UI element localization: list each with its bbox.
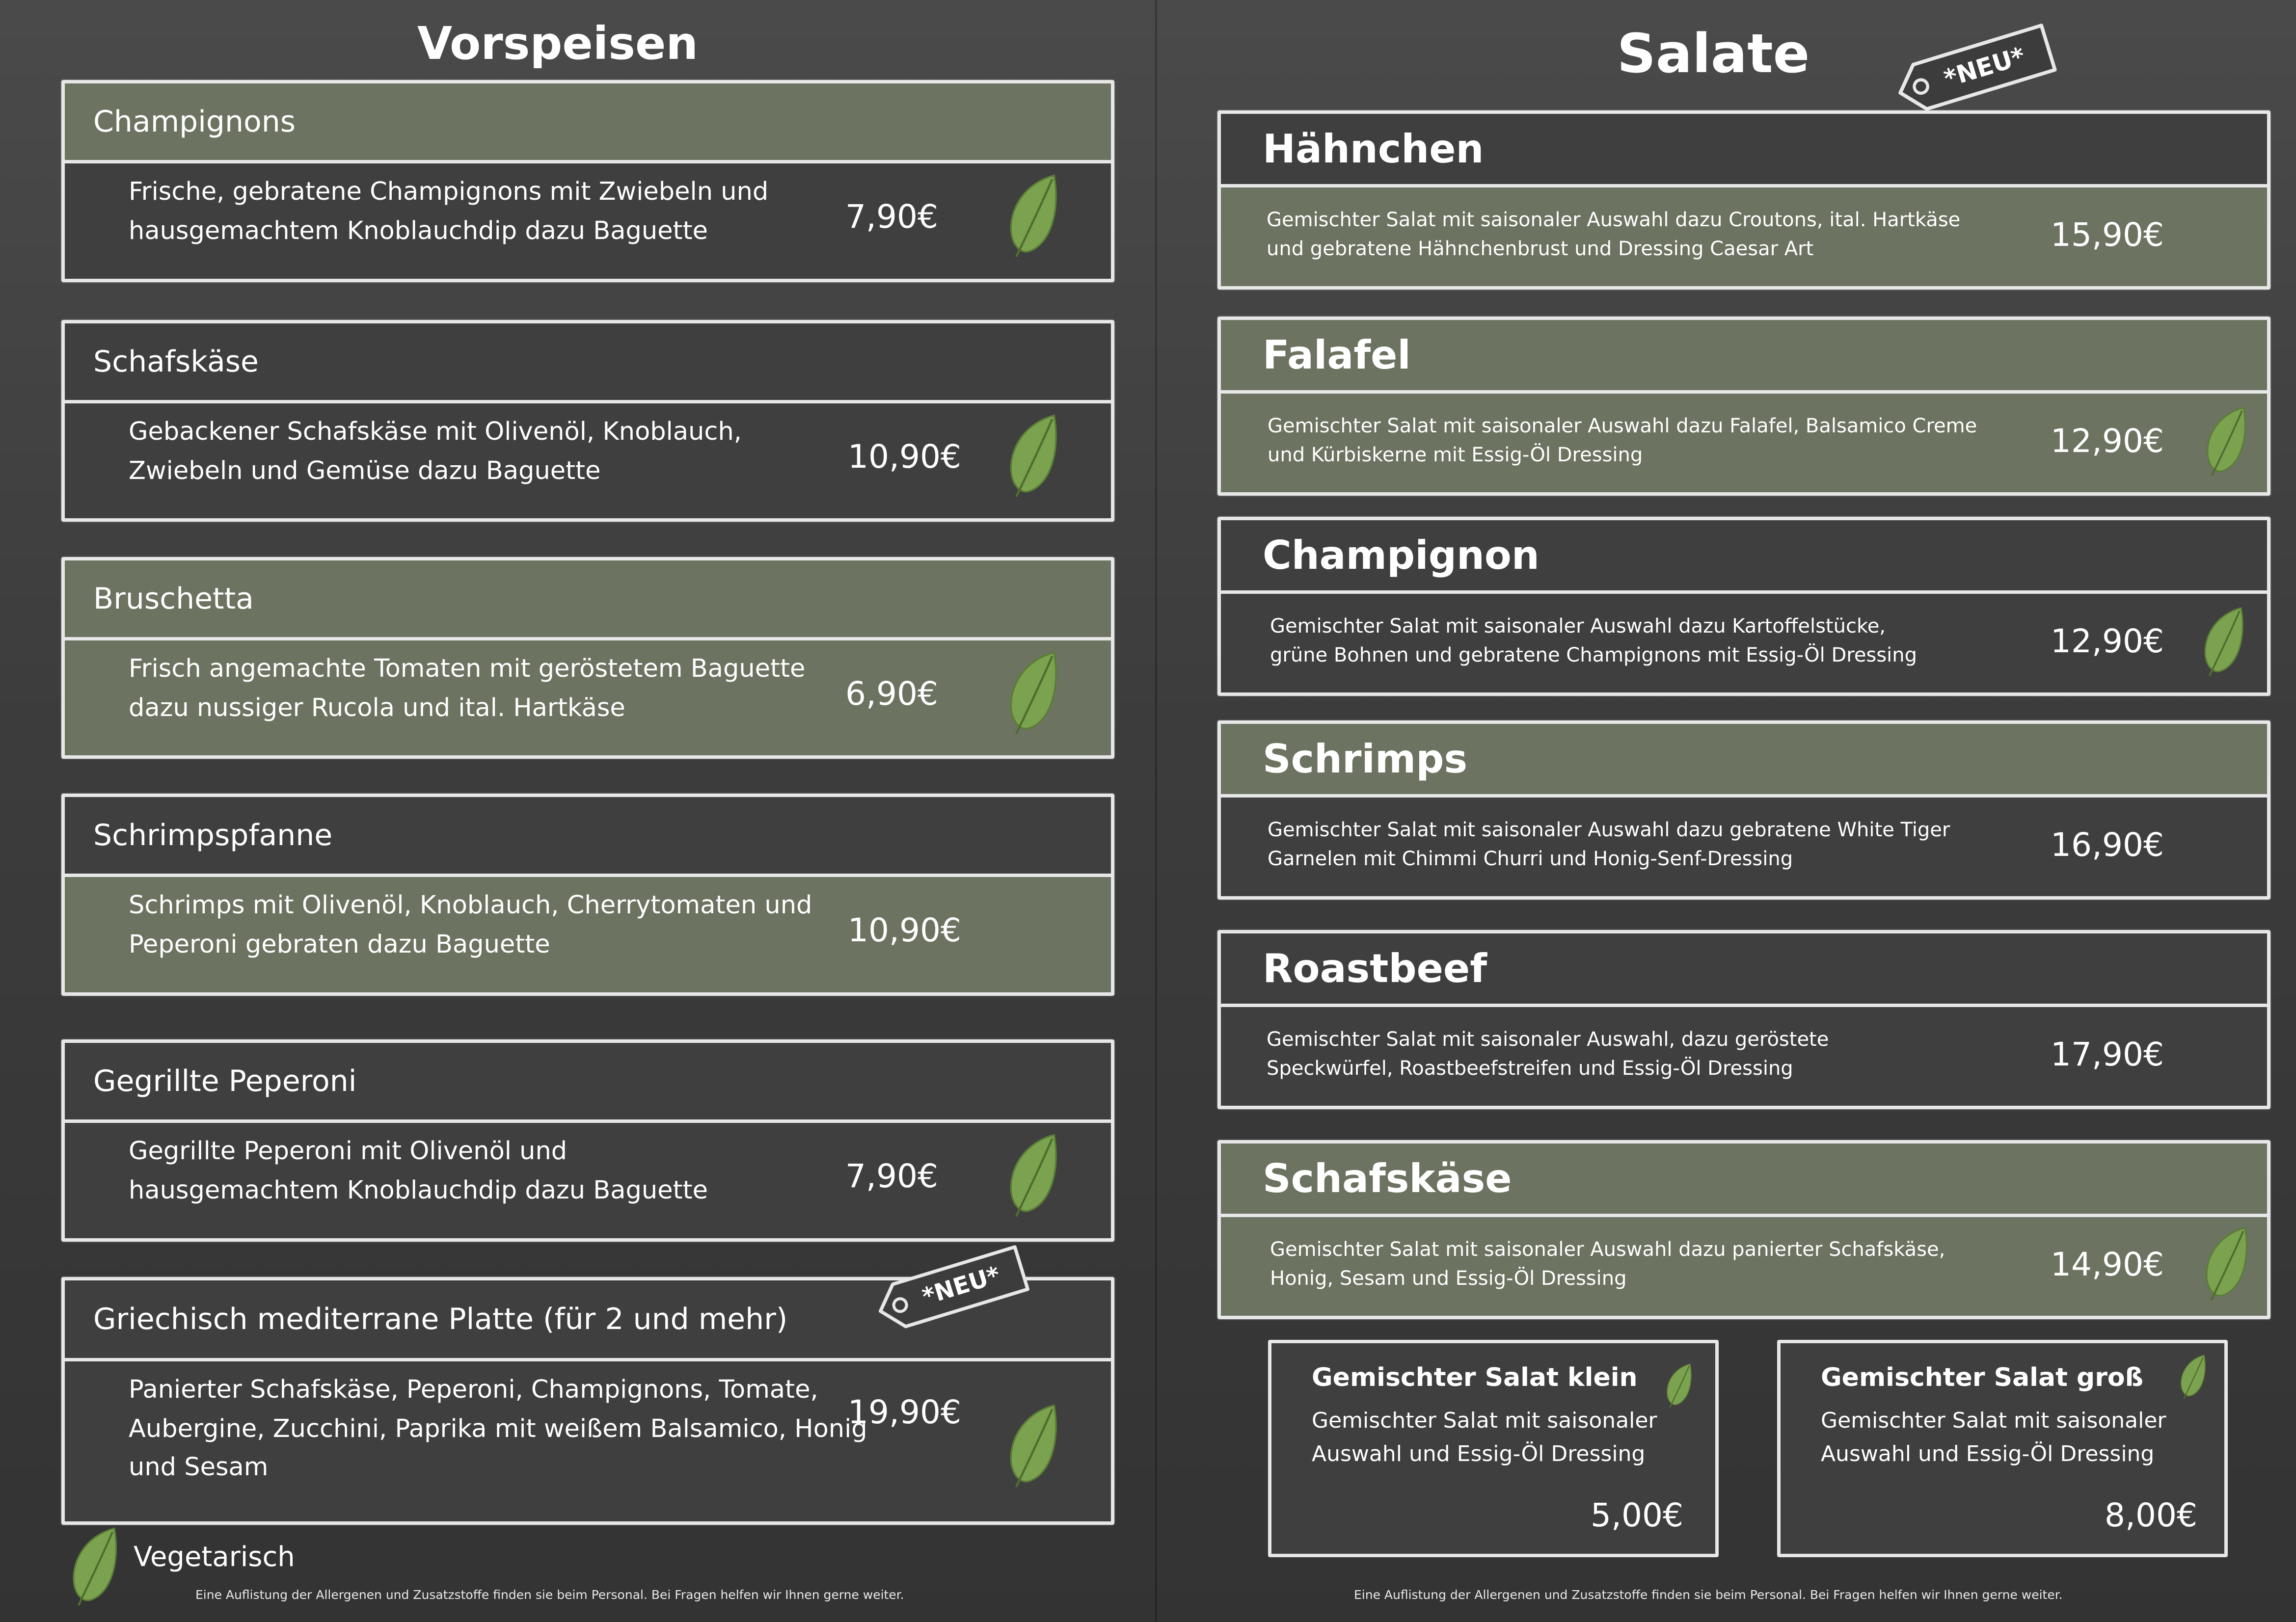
item-name: Gemischter Salat klein [1312,1363,1638,1392]
item-desc-line2: Auswahl und Essig-Öl Dressing [1312,1441,1646,1466]
item-name: Hähnchen [1263,126,1484,172]
vegetarian-leaf-icon [1005,413,1061,502]
item-desc-line2: grüne Bohnen und gebratene Champignons mit Essig-Öl Dressing [1270,644,1917,666]
item-desc-line1: Gegrillte Peperoni mit Olivenöl und [129,1137,567,1166]
item-price: 10,90€ [848,911,961,949]
page-divider [1155,0,1157,1622]
salad-item-haehnchen [1217,110,2270,290]
item-desc-line1: Gemischter Salat mit saisonaler Auswahl dazu Croutons, ital. Hartkäse [1267,209,1961,231]
item-desc-line1: Gemischter Salat mit saisonaler Auswahl dazu gebratene White Tiger [1268,819,1950,841]
vegetarian-leaf-icon [2200,606,2247,680]
item-name: Griechisch mediterrane Platte (für 2 und mehr) [93,1302,788,1336]
new-tag-label: *NEU* [919,1261,1003,1311]
item-name: Gegrillte Peperoni [93,1064,357,1098]
item-desc-line2: Peperoni gebraten dazu Baguette [129,930,550,959]
salad-item-falafel [1217,317,2270,496]
item-desc-line1: Frisch angemachte Tomaten mit geröstetem Baguette [129,654,806,683]
menu-item-bruschetta [61,557,1114,759]
item-desc-line2: hausgemachtem Knoblauchdip dazu Baguette [129,1176,708,1205]
left-footer-note: Eine Auflistung der Allergenen und Zusatzstoffe finden sie beim Personal. Bei Fragen helfen wir Ihnen gerne weiter. [195,1588,904,1602]
menu-item-schafskaese [61,320,1114,522]
vegetarian-leaf-icon [2202,1226,2251,1304]
item-price: 14,90€ [2051,1246,2164,1283]
item-name: Champignons [93,105,296,139]
item-desc-line1: Gemischter Salat mit saisonaler Auswahl, dazu geröstete [1267,1028,1829,1051]
title-new-tag-label: *NEU* [1941,41,2028,93]
item-desc-line2: Honig, Sesam und Essig-Öl Dressing [1270,1267,1627,1290]
title-new-tag [1885,15,2072,118]
item-price: 6,90€ [845,675,938,713]
salad-small-klein [1268,1340,1719,1557]
salad-item-champignon [1217,517,2270,696]
vegetarian-leaf-icon [2178,1354,2208,1401]
item-desc-line1: Schrimps mit Olivenöl, Knoblauch, Cherrytomaten und [129,891,812,920]
salad-item-schrimps [1217,720,2270,900]
item-desc-line1: Panierter Schafskäse, Peperoni, Champignons, Tomate, [129,1375,818,1404]
vegetarian-leaf-icon [1005,173,1061,262]
item-desc-line2: hausgemachtem Knoblauchdip dazu Baguette [129,216,708,245]
item-name: Schafskäse [1263,1156,1512,1201]
item-price: 12,90€ [2051,422,2164,460]
item-desc-line1: Gemischter Salat mit saisonaler [1821,1408,2166,1433]
menu-item-champignons [61,80,1114,282]
item-price: 12,90€ [2051,622,2164,660]
item-price: 8,00€ [2105,1496,2197,1534]
salad-item-roastbeef [1217,930,2270,1109]
vegetarian-leaf-icon [1005,1403,1061,1491]
new-tag [866,1237,1043,1335]
right-footer-note: Eine Auflistung der Allergenen und Zusatzstoffe finden sie beim Personal. Bei Fragen helfen wir Ihnen gerne weiter. [1354,1588,2063,1602]
item-price: 10,90€ [848,438,961,476]
item-desc-line1: Gebackener Schafskäse mit Olivenöl, Knoblauch, [129,417,742,446]
item-desc-line3: und Sesam [129,1453,269,1482]
vegetarian-leaf-icon [1664,1363,1694,1410]
salad-item-schafskaese [1217,1140,2270,1319]
vegetarian-leaf-icon [1005,650,1061,739]
item-desc-line1: Gemischter Salat mit saisonaler Auswahl dazu Falafel, Balsamico Creme [1268,415,1977,437]
vegetarian-legend-label: Vegetarisch [134,1541,295,1573]
item-name: Bruschetta [93,582,254,616]
item-price: 17,90€ [2051,1036,2164,1073]
item-price: 15,90€ [2051,216,2164,254]
item-price: 19,90€ [848,1393,961,1431]
item-name: Champignon [1263,532,1540,578]
menu-item-schrimpspfanne [61,794,1114,996]
item-price: 16,90€ [2051,826,2164,864]
item-name: Falafel [1263,332,1411,378]
item-price: 7,90€ [845,198,938,236]
menu-item-gegrillte-peperoni [61,1039,1114,1242]
vegetarian-leaf-icon [1005,1133,1061,1221]
item-desc-line2: Auswahl und Essig-Öl Dressing [1821,1441,2155,1466]
vegetarian-legend-leaf-icon [66,1526,123,1610]
item-name: Roastbeef [1263,946,1487,991]
item-price: 7,90€ [845,1157,938,1195]
item-desc-line2: Garnelen mit Chimmi Churri und Honig-Senf-Dressing [1268,848,1793,870]
item-name: Gemischter Salat groß [1821,1363,2144,1392]
item-desc-line2: Speckwürfel, Roastbeefstreifen und Essig-Öl Dressing [1267,1057,1793,1080]
item-desc-line2: und gebratene Hähnchenbrust und Dressing Caesar Art [1267,238,1814,260]
item-desc-line1: Gemischter Salat mit saisonaler [1312,1408,1657,1433]
item-desc-line1: Frische, gebratene Champignons mit Zwiebeln und [129,177,769,206]
item-desc-line1: Gemischter Salat mit saisonaler Auswahl dazu panierter Schafskäse, [1270,1238,1945,1261]
item-name: Schrimps [1263,736,1468,782]
item-desc-line2: dazu nussiger Rucola und ital. Hartkäse [129,693,625,722]
item-price: 5,00€ [1591,1496,1683,1534]
item-name: Schrimpspfanne [93,818,333,852]
item-desc-line2: Aubergine, Zucchini, Paprika mit weißem Balsamico, Honig [129,1414,867,1443]
left-section-title: Vorspeisen [417,17,698,70]
salad-small-gross [1777,1340,2228,1557]
item-desc-line1: Gemischter Salat mit saisonaler Auswahl dazu Kartoffelstücke, [1270,615,1886,638]
item-name: Schafskäse [93,345,259,379]
right-section-title: Salate [1617,22,1810,85]
item-desc-line2: und Kürbiskerne mit Essig-Öl Dressing [1268,444,1643,466]
vegetarian-leaf-icon [2203,406,2249,479]
item-desc-line2: Zwiebeln und Gemüse dazu Baguette [129,456,601,485]
